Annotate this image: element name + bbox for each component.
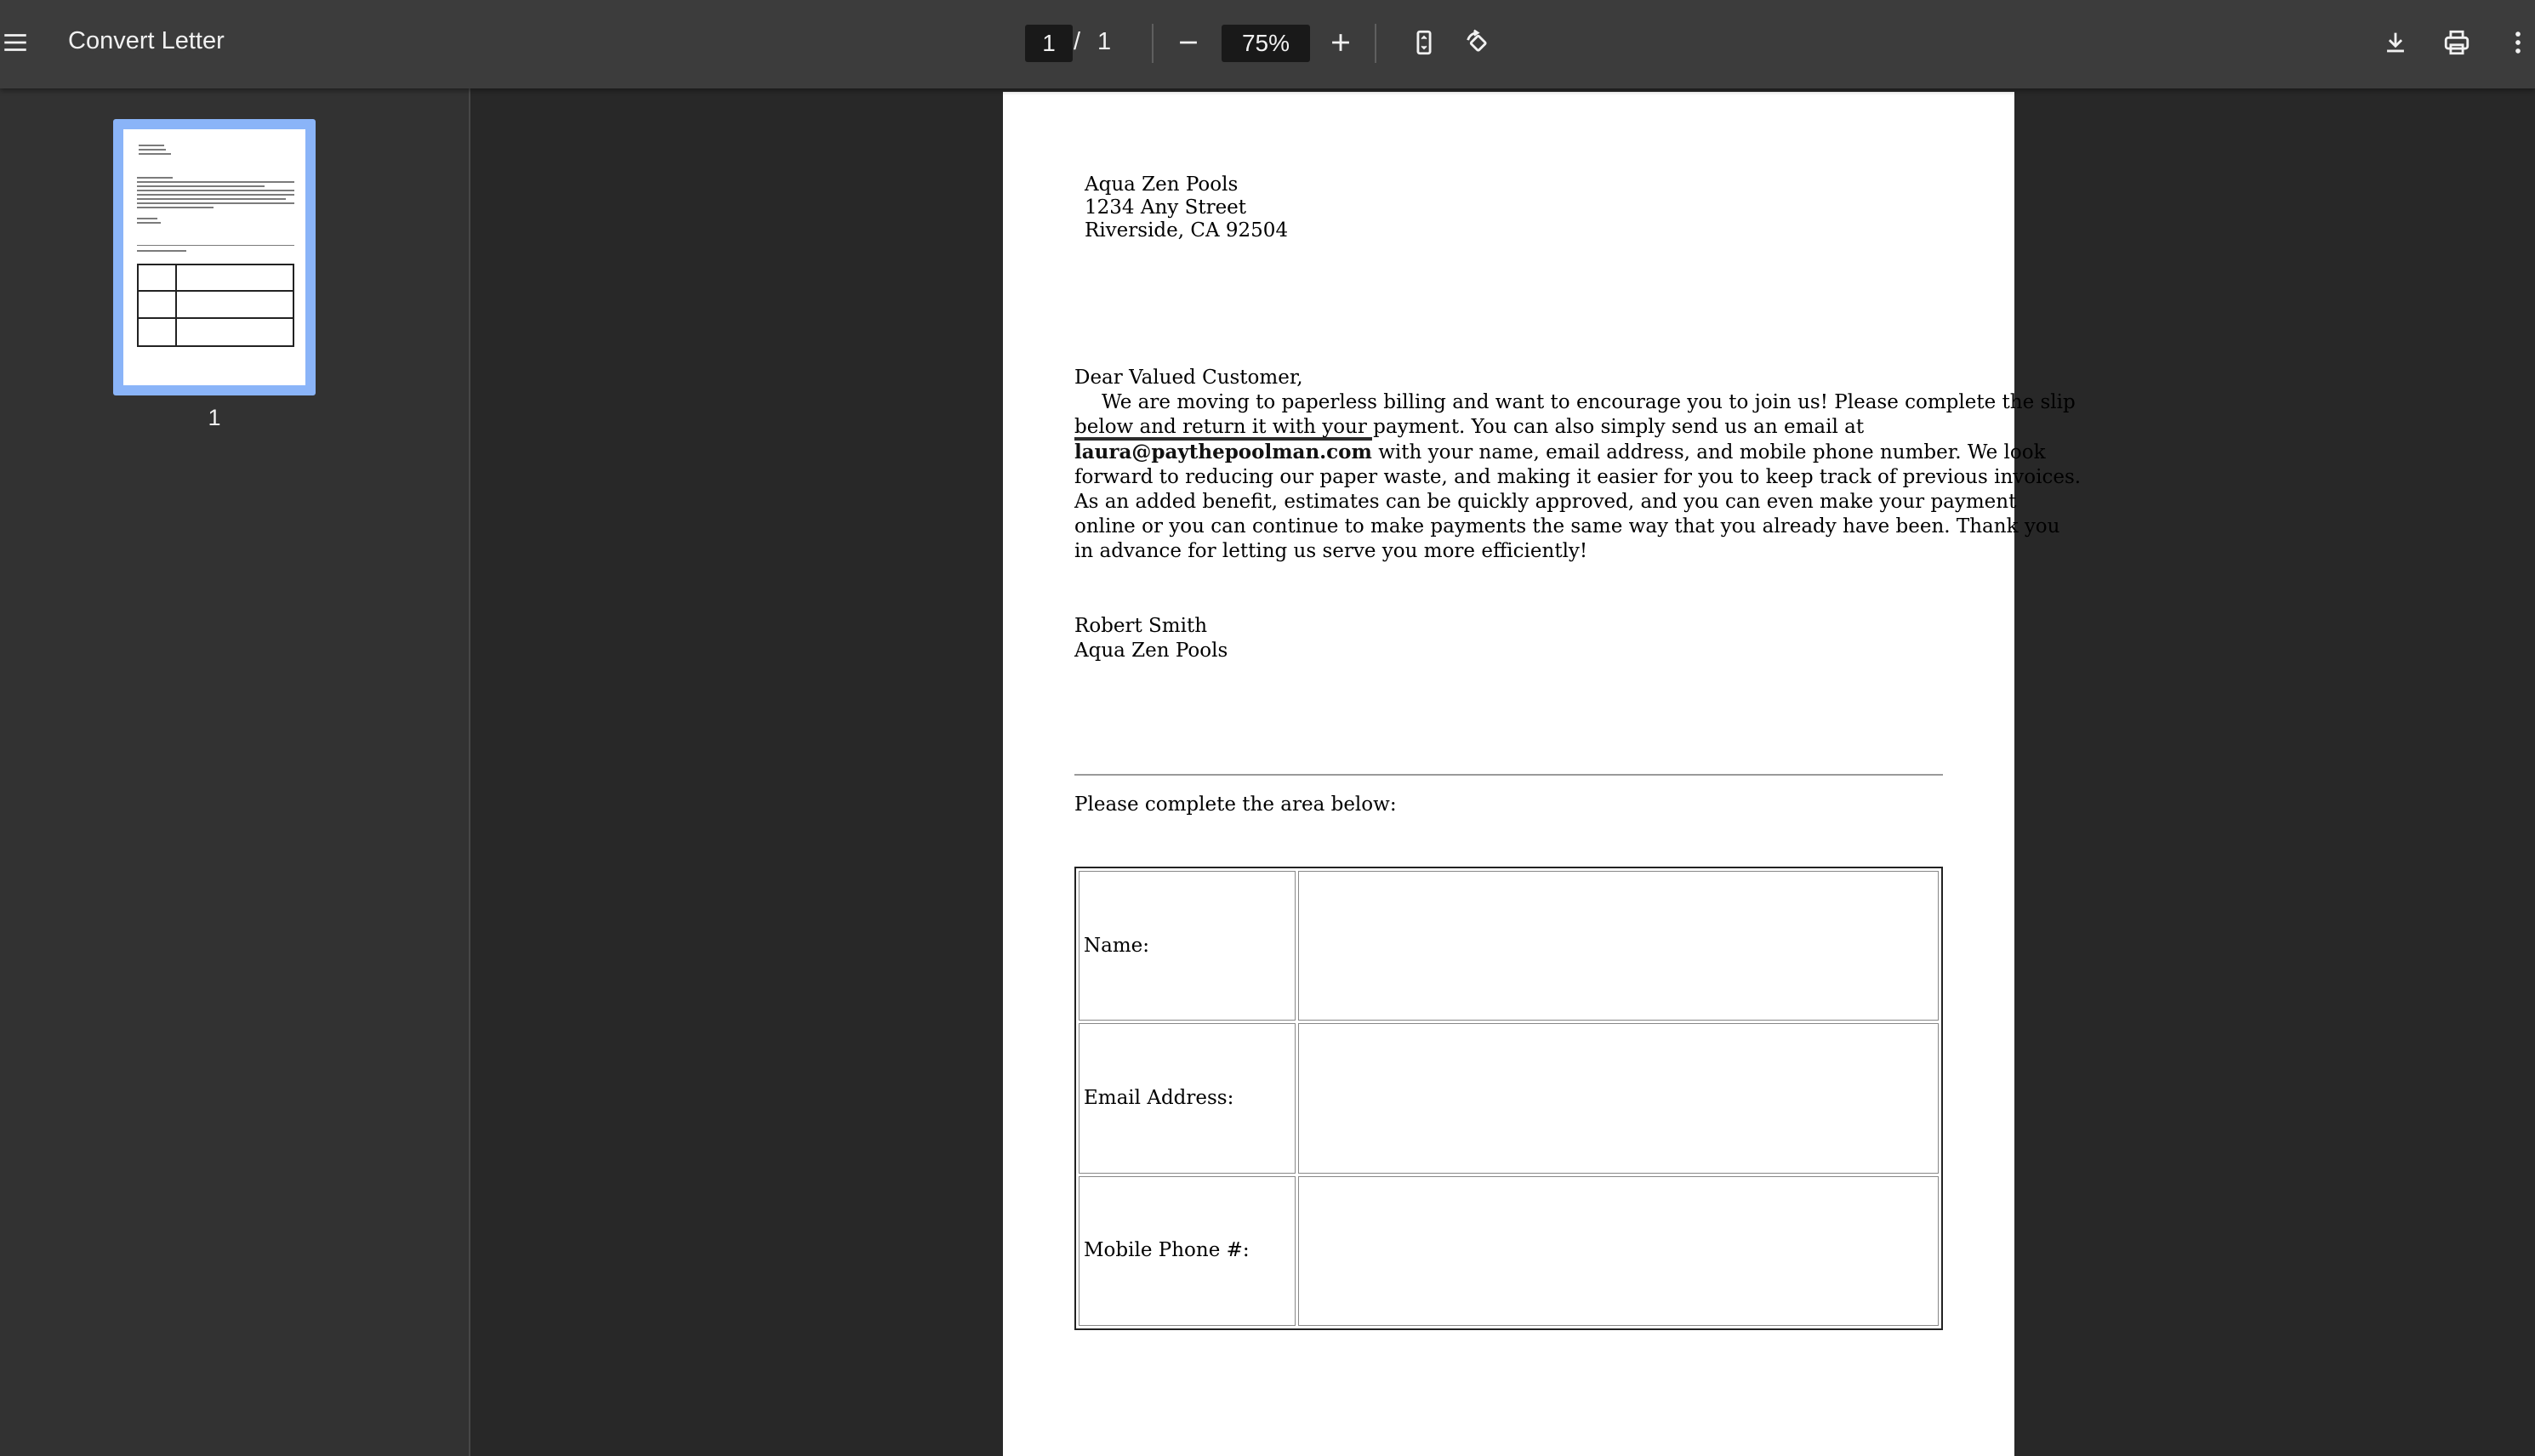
more-options-button[interactable]	[2492, 19, 2535, 70]
divider-line	[1074, 774, 1943, 776]
page-number-input[interactable]	[1025, 25, 1073, 62]
table-row	[1079, 1176, 1939, 1326]
page-thumbnail[interactable]	[113, 119, 316, 395]
print-icon	[2442, 28, 2471, 61]
form-label-email: Email Address:	[1079, 1023, 1296, 1173]
page-total: 1	[1097, 28, 1112, 55]
plus-icon	[1326, 28, 1355, 61]
menu-icon	[1, 28, 30, 61]
zoom-out-button[interactable]	[1163, 19, 1214, 70]
letter-body	[1074, 390, 2082, 564]
download-button[interactable]	[2370, 19, 2421, 70]
signature-name: Robert Smith	[1074, 615, 1208, 637]
body-line: As an added benefit, estimates can be quickly approved, and you can even make your payment	[1074, 491, 2017, 513]
toolbar-divider	[1152, 24, 1154, 63]
thumbnail-page-number: 1	[208, 405, 221, 430]
fit-page-icon	[1410, 28, 1438, 61]
pdf-page	[1003, 92, 2082, 1456]
sender-city: Riverside, CA 92504	[1085, 219, 1289, 242]
more-vert-icon	[2504, 28, 2532, 61]
body-line-with-email	[1074, 440, 2046, 465]
body-line: We are moving to paperless billing and want to encourage you to join us! Please complete the slip	[1102, 391, 2076, 413]
salutation: Dear Valued Customer,	[1074, 367, 1303, 389]
body-line: forward to reducing our paper waste, and making it easier for you to keep track of previous invoices.	[1074, 466, 2082, 488]
thumbnail-preview	[123, 129, 305, 385]
menu-button[interactable]	[0, 19, 41, 70]
thumbnail-sidebar	[0, 88, 470, 1456]
body-line: with your name, email address, and mobile phone number. We look	[1378, 441, 2046, 464]
print-button[interactable]	[2431, 19, 2482, 70]
signature-company: Aqua Zen Pools	[1074, 640, 1228, 662]
document-title: Convert Letter	[68, 27, 225, 54]
body-line: in advance for letting us serve you more efficiently!	[1074, 540, 1588, 562]
minus-icon	[1174, 28, 1203, 61]
sender-name: Aqua Zen Pools	[1085, 173, 1239, 196]
form-field-phone	[1298, 1176, 1939, 1326]
response-form-table	[1074, 867, 1943, 1330]
zoom-in-button[interactable]	[1315, 19, 1366, 70]
rotate-button[interactable]	[1452, 19, 1503, 70]
table-row	[1079, 871, 1939, 1021]
table-row	[1079, 1023, 1939, 1173]
rotate-icon	[1463, 28, 1492, 61]
download-icon	[2381, 28, 2410, 61]
zoom-input[interactable]	[1222, 25, 1310, 62]
pdf-toolbar	[0, 0, 2535, 88]
form-prompt: Please complete the area below:	[1074, 793, 1397, 816]
form-label-phone: Mobile Phone #:	[1079, 1176, 1296, 1326]
form-field-email	[1298, 1023, 1939, 1173]
sender-address	[1085, 173, 1288, 242]
toolbar-divider	[1375, 24, 1376, 63]
body-line: online or you can continue to make payments the same way that you already have been. Thank you	[1074, 515, 2060, 537]
form-field-name	[1298, 871, 1939, 1021]
email-link[interactable]: laura@paythepoolman.com	[1074, 437, 1372, 464]
signature-block	[1074, 614, 1228, 663]
form-label-name: Name:	[1079, 871, 1296, 1021]
body-line: below and return it with your payment. You can also simply send us an email at	[1074, 416, 1865, 438]
fit-to-page-button[interactable]	[1399, 19, 1450, 70]
page-separator: /	[1074, 28, 1081, 55]
sender-street: 1234 Any Street	[1085, 196, 1247, 219]
